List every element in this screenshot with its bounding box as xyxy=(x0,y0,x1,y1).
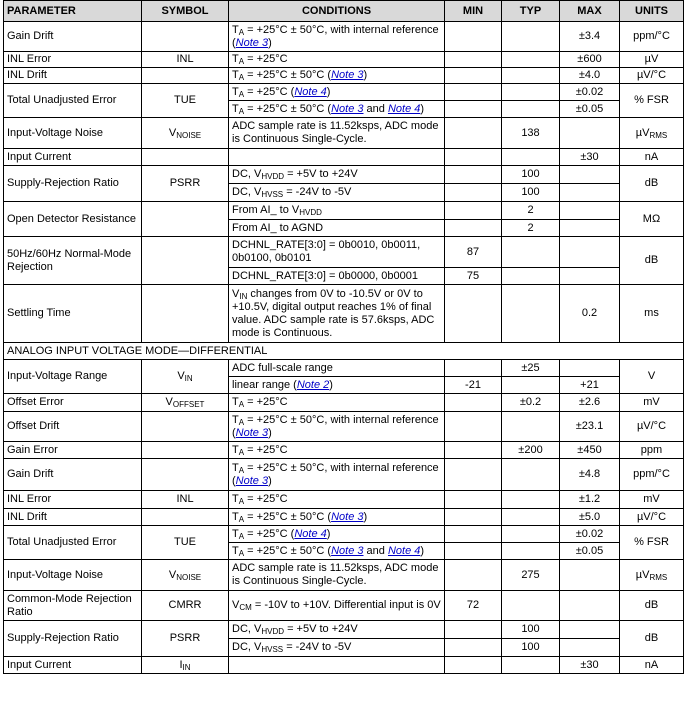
max-cell: ±23.1 xyxy=(560,412,620,442)
units-cell: µV$_{RMS}$ xyxy=(620,560,684,591)
param-cell: Input-Voltage Noise xyxy=(4,118,142,149)
min-cell: 72 xyxy=(445,591,502,621)
param-cell: Supply-Rejection Ratio xyxy=(4,621,142,657)
conditions-cell: $T_A = +25^\circ C$ xyxy=(229,394,445,412)
symbol-cell: $V_{OFFSET}$ xyxy=(142,394,229,412)
conditions-cell: $T_A = +25^\circ C \pm 50^\circ C$ (Note 3) xyxy=(229,509,445,526)
param-cell: Gain Drift xyxy=(4,22,142,52)
conditions-cell: From AI_ to $V_{HVDD}$ xyxy=(229,202,445,220)
units-cell: ppm xyxy=(620,442,684,459)
units-cell: ppm/°C xyxy=(620,459,684,491)
units-cell: mV xyxy=(620,491,684,509)
table-row xyxy=(4,509,684,526)
table-row xyxy=(4,394,684,412)
param-cell: INL Error xyxy=(4,52,142,68)
max-cell: ±450 xyxy=(560,442,620,459)
param-cell: Settling Time xyxy=(4,285,142,343)
typ-cell: 100 xyxy=(502,166,560,184)
table-row xyxy=(4,84,684,101)
max-cell: ±4.0 xyxy=(560,68,620,84)
col-max: MAX xyxy=(560,1,620,22)
table-row xyxy=(4,118,684,149)
min-cell: -21 xyxy=(445,377,502,394)
max-cell: 0.2 xyxy=(560,285,620,343)
typ-cell: ±200 xyxy=(502,442,560,459)
max-cell: ±5.0 xyxy=(560,509,620,526)
col-min: MIN xyxy=(445,1,502,22)
max-cell: ±0.05 xyxy=(560,543,620,560)
conditions-cell: From AI_ to AGND xyxy=(229,220,445,237)
units-cell: ms xyxy=(620,285,684,343)
conditions-cell: $T_A = +25^\circ C$ (Note 4) xyxy=(229,84,445,101)
max-cell: ±1.2 xyxy=(560,491,620,509)
conditions-cell: DC, $V_{HVSS} = -24V$ to -5V xyxy=(229,639,445,657)
conditions-cell: $V_{IN}$ changes from 0V to -10.5V or 0V to +10.5V, digital output reaches 1% of final value. ADC sample rate is 57.6ksps, ADC mode is Continuous. xyxy=(229,285,445,343)
units-cell: MΩ xyxy=(620,202,684,237)
units-cell: µV xyxy=(620,52,684,68)
col-symbol: SYMBOL xyxy=(142,1,229,22)
param-cell: Gain Error xyxy=(4,442,142,459)
conditions-cell: ADC sample rate is 11.52ksps, ADC mode is Continuous Single-Cycle. xyxy=(229,118,445,149)
conditions-cell: DC, $V_{HVDD} = +5V$ to +24V xyxy=(229,621,445,639)
table-row xyxy=(4,412,684,442)
units-cell: dB xyxy=(620,237,684,285)
param-cell: Input-Voltage Range xyxy=(4,360,142,394)
conditions-cell: $V_{CM} = -10V$ to +10V. Differential input is 0V xyxy=(229,591,445,621)
table-row xyxy=(4,68,684,84)
conditions-cell: DCHNL_RATE[3:0] = 0b0000, 0b0001 xyxy=(229,268,445,285)
table-row xyxy=(4,22,684,52)
conditions-cell: DC, $V_{HVDD} = +5V$ to +24V xyxy=(229,166,445,184)
conditions-cell: DC, $V_{HVSS} = -24V$ to -5V xyxy=(229,184,445,202)
conditions-cell: $T_A = +25^\circ C$ xyxy=(229,442,445,459)
units-cell: ppm/°C xyxy=(620,22,684,52)
typ-cell: 100 xyxy=(502,621,560,639)
param-cell: Total Unadjusted Error xyxy=(4,526,142,560)
max-cell: +21 xyxy=(560,377,620,394)
typ-cell: 100 xyxy=(502,184,560,202)
conditions-cell: ADC sample rate is 11.52ksps, ADC mode is Continuous Single-Cycle. xyxy=(229,560,445,591)
units-cell: % FSR xyxy=(620,526,684,560)
conditions-cell: $T_A = +25^\circ C \pm 50^\circ C$ (Note 3 and Note 4) xyxy=(229,543,445,560)
typ-cell: 275 xyxy=(502,560,560,591)
param-cell: Supply-Rejection Ratio xyxy=(4,166,142,202)
typ-cell: 2 xyxy=(502,220,560,237)
units-cell: µV/°C xyxy=(620,412,684,442)
units-cell: dB xyxy=(620,166,684,202)
max-cell: ±30 xyxy=(560,149,620,166)
col-typ: TYP xyxy=(502,1,560,22)
param-cell: 50Hz/60Hz Normal-Mode Rejection xyxy=(4,237,142,285)
param-cell: Input Current xyxy=(4,149,142,166)
min-cell: 87 xyxy=(445,237,502,268)
symbol-cell: TUE xyxy=(142,526,229,560)
spec-table xyxy=(3,0,684,674)
param-cell: Common-Mode Rejection Ratio xyxy=(4,591,142,621)
conditions-cell: $T_A = +25^\circ C$ xyxy=(229,52,445,68)
units-cell: V xyxy=(620,360,684,394)
max-cell: ±600 xyxy=(560,52,620,68)
table-row xyxy=(4,591,684,621)
table-row xyxy=(4,202,684,220)
typ-cell: 138 xyxy=(502,118,560,149)
units-cell: nA xyxy=(620,657,684,674)
section-header-row xyxy=(4,343,684,360)
max-cell: ±4.8 xyxy=(560,459,620,491)
param-cell: Input-Voltage Noise xyxy=(4,560,142,591)
table-row xyxy=(4,52,684,68)
symbol-cell: INL xyxy=(142,491,229,509)
typ-cell: 2 xyxy=(502,202,560,220)
symbol-cell: PSRR xyxy=(142,166,229,202)
conditions-cell: $T_A = +25^\circ C \pm 50^\circ C$ (Note 3 and Note 4) xyxy=(229,101,445,118)
table-row xyxy=(4,149,684,166)
table-row xyxy=(4,459,684,491)
param-cell: Total Unadjusted Error xyxy=(4,84,142,118)
param-cell: Input Current xyxy=(4,657,142,674)
conditions-cell: $T_A = +25^\circ C \pm 50^\circ C$, with internal reference (Note 3) xyxy=(229,22,445,52)
units-cell: dB xyxy=(620,591,684,621)
param-cell: Open Detector Resistance xyxy=(4,202,142,237)
table-row xyxy=(4,657,684,674)
symbol-cell: PSRR xyxy=(142,621,229,657)
col-units: UNITS xyxy=(620,1,684,22)
param-cell: INL Error xyxy=(4,491,142,509)
table-row xyxy=(4,360,684,377)
symbol-cell: $V_{NOISE}$ xyxy=(142,560,229,591)
param-cell: Gain Drift xyxy=(4,459,142,491)
conditions-cell: $T_A = +25^\circ C$ xyxy=(229,491,445,509)
table-row xyxy=(4,491,684,509)
units-cell: nA xyxy=(620,149,684,166)
conditions-cell: ADC full-scale range xyxy=(229,360,445,377)
conditions-cell: linear range (Note 2) xyxy=(229,377,445,394)
max-cell: ±3.4 xyxy=(560,22,620,52)
symbol-cell: $V_{NOISE}$ xyxy=(142,118,229,149)
param-cell: Offset Drift xyxy=(4,412,142,442)
symbol-cell: CMRR xyxy=(142,591,229,621)
table-row xyxy=(4,285,684,343)
max-cell: ±0.05 xyxy=(560,101,620,118)
param-cell: INL Drift xyxy=(4,68,142,84)
max-cell: ±0.02 xyxy=(560,526,620,543)
units-cell: µV/°C xyxy=(620,68,684,84)
units-cell: mV xyxy=(620,394,684,412)
table-row xyxy=(4,166,684,184)
param-cell: INL Drift xyxy=(4,509,142,526)
typ-cell: ±25 xyxy=(502,360,560,377)
table-row xyxy=(4,621,684,639)
max-cell: ±0.02 xyxy=(560,84,620,101)
units-cell: µV$_{RMS}$ xyxy=(620,118,684,149)
symbol-cell: $V_{IN}$ xyxy=(142,360,229,394)
symbol-cell: INL xyxy=(142,52,229,68)
conditions-cell: $T_A = +25^\circ C$ (Note 4) xyxy=(229,526,445,543)
table-row xyxy=(4,442,684,459)
table-row xyxy=(4,560,684,591)
section-title: ANALOG INPUT VOLTAGE MODE—DIFFERENTIAL xyxy=(4,343,684,360)
units-cell: dB xyxy=(620,621,684,657)
table-row xyxy=(4,526,684,543)
col-conditions: CONDITIONS xyxy=(229,1,445,22)
conditions-cell: $T_A = +25^\circ C \pm 50^\circ C$, with internal reference (Note 3) xyxy=(229,412,445,442)
symbol-cell: TUE xyxy=(142,84,229,118)
param-cell: Offset Error xyxy=(4,394,142,412)
min-cell: 75 xyxy=(445,268,502,285)
typ-cell: ±0.2 xyxy=(502,394,560,412)
units-cell: % FSR xyxy=(620,84,684,118)
header-row xyxy=(4,1,684,22)
conditions-cell: DCHNL_RATE[3:0] = 0b0010, 0b0011, 0b0100, 0b0101 xyxy=(229,237,445,268)
conditions-cell: $T_A = +25^\circ C \pm 50^\circ C$ (Note 3) xyxy=(229,68,445,84)
typ-cell: 100 xyxy=(502,639,560,657)
symbol-cell: $I_{IN}$ xyxy=(142,657,229,674)
table-row xyxy=(4,237,684,268)
col-parameter: PARAMETER xyxy=(4,1,142,22)
units-cell: µV/°C xyxy=(620,509,684,526)
max-cell: ±30 xyxy=(560,657,620,674)
conditions-cell: $T_A = +25^\circ C \pm 50^\circ C$, with internal reference (Note 3) xyxy=(229,459,445,491)
max-cell: ±2.6 xyxy=(560,394,620,412)
